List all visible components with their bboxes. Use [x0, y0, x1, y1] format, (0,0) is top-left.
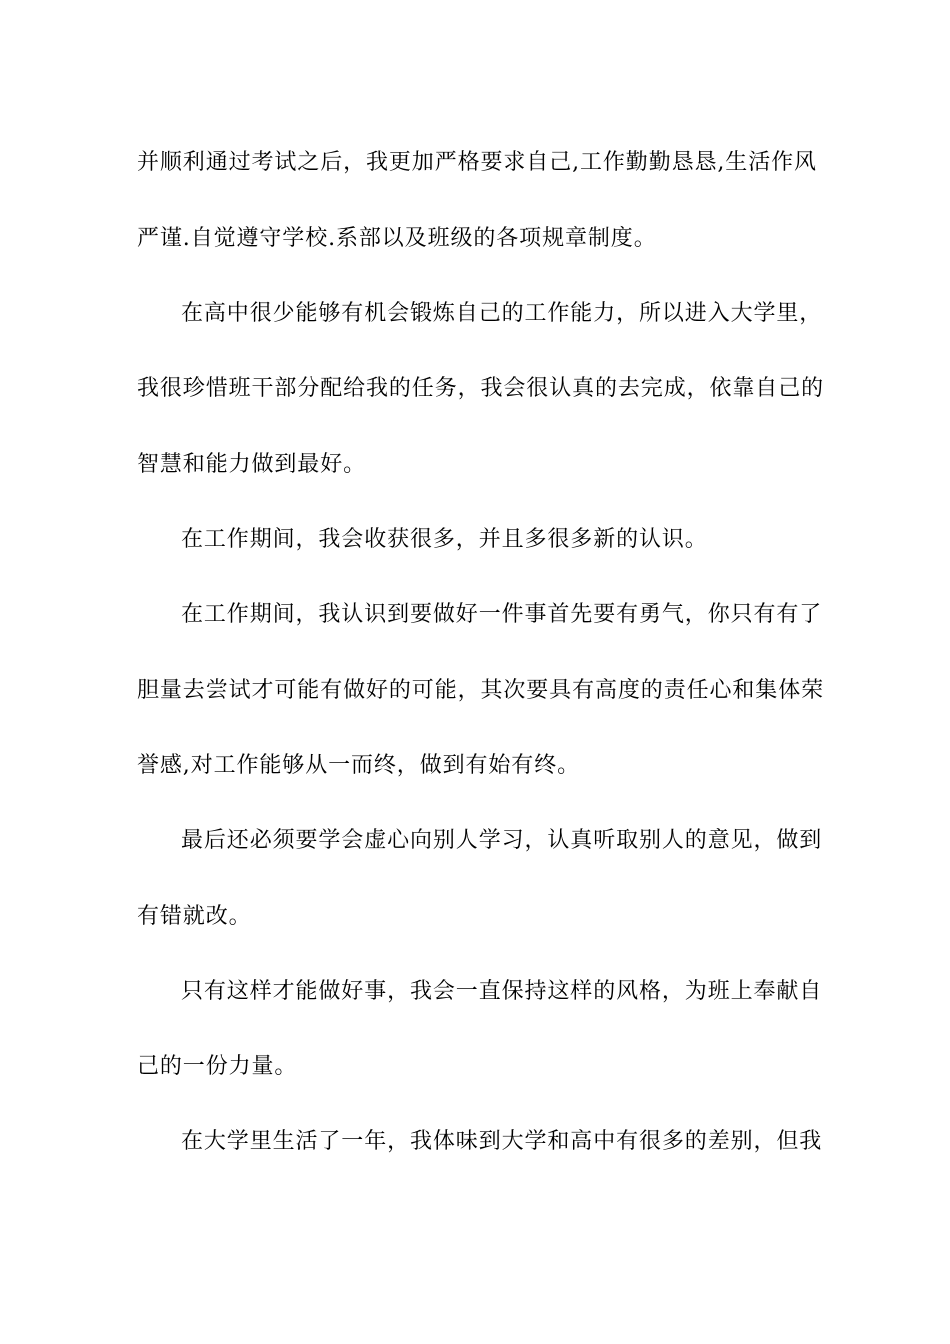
text-line: 己的一份力量。 [137, 1054, 298, 1079]
paragraph-first-line: 在大学里生活了一年，我体味到大学和高中有很多的差别，但我 [181, 1129, 823, 1154]
text-line: 胆量去尝试才可能有做好的可能，其次要具有高度的责任心和集体荣 [137, 678, 825, 703]
text-line: 并顺利通过考试之后，我更加严格要求自己,工作勤勤恳恳,生活作风 [137, 150, 817, 175]
paragraph-first-line: 在工作期间，我会收获很多，并且多很多新的认识。 [181, 527, 708, 552]
text-line: 智慧和能力做到最好。 [137, 452, 367, 477]
text-line: 严谨.自觉遵守学校.系部以及班级的各项规章制度。 [137, 226, 657, 251]
text-line: 誉感,对工作能够从一而终，做到有始有终。 [137, 753, 580, 778]
paragraph-first-line: 在工作期间，我认识到要做好一件事首先要有勇气，你只有有了 [181, 602, 823, 627]
text-line: 有错就改。 [137, 904, 252, 929]
text-line: 我很珍惜班干部分配给我的任务，我会很认真的去完成，依靠自己的 [137, 376, 825, 401]
paragraph-first-line: 最后还必须要学会虚心向别人学习，认真听取别人的意见，做到 [181, 828, 823, 853]
paragraph-first-line: 在高中很少能够有机会锻炼自己的工作能力，所以进入大学里， [181, 301, 823, 326]
paragraph-first-line: 只有这样才能做好事，我会一直保持这样的风格，为班上奉献自 [181, 979, 823, 1004]
